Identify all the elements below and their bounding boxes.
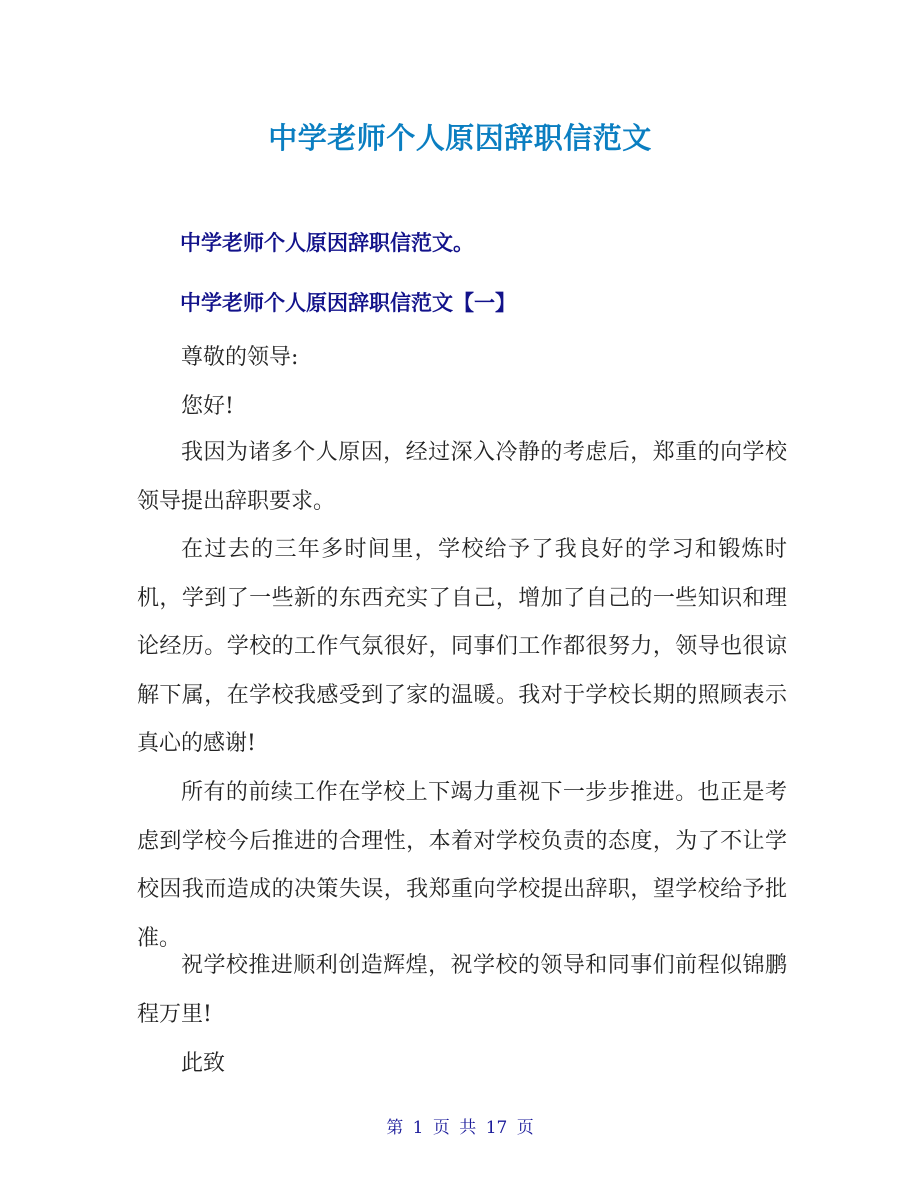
body-paragraph: 祝学校推进顺利创造辉煌，祝学校的领导和同事们前程似锦鹏程万里! <box>137 953 787 1027</box>
body-paragraph: 我因为诸多个人原因，经过深入冷静的考虑后，郑重的向学校领导提出辞职要求。 <box>137 440 787 514</box>
body-paragraph: 所有的前续工作在学校上下竭力重视下一步步推进。也正是考虑到学校今后推进的合理性，本着对学校负责的态度，为了不让学校因我而造成的决策失误，我郑重向学校提出辞职，望学校给予批准。 <box>137 780 787 951</box>
page-indicator: 第 1 页 共 17 页 <box>386 1118 534 1138</box>
greeting: 您好! <box>181 394 234 419</box>
closing-line: 此致 <box>181 1051 226 1076</box>
salutation: 尊敬的领导: <box>181 345 299 370</box>
body-paragraph: 在过去的三年多时间里，学校给予了我良好的学习和锻炼时机，学到了一些新的东西充实了自己，增加了自己的一些知识和理论经历。学校的工作气氛很好，同事们工作都很努力，领导也很谅解下属，在学校我感受到了家的温暖。我对于学校长期的照顾表示真心的感谢! <box>137 537 787 757</box>
section-heading: 中学老师个人原因辞职信范文【一】 <box>180 291 516 315</box>
document-title: 中学老师个人原因辞职信范文 <box>268 121 652 155</box>
intro-heading: 中学老师个人原因辞职信范文。 <box>180 231 474 255</box>
